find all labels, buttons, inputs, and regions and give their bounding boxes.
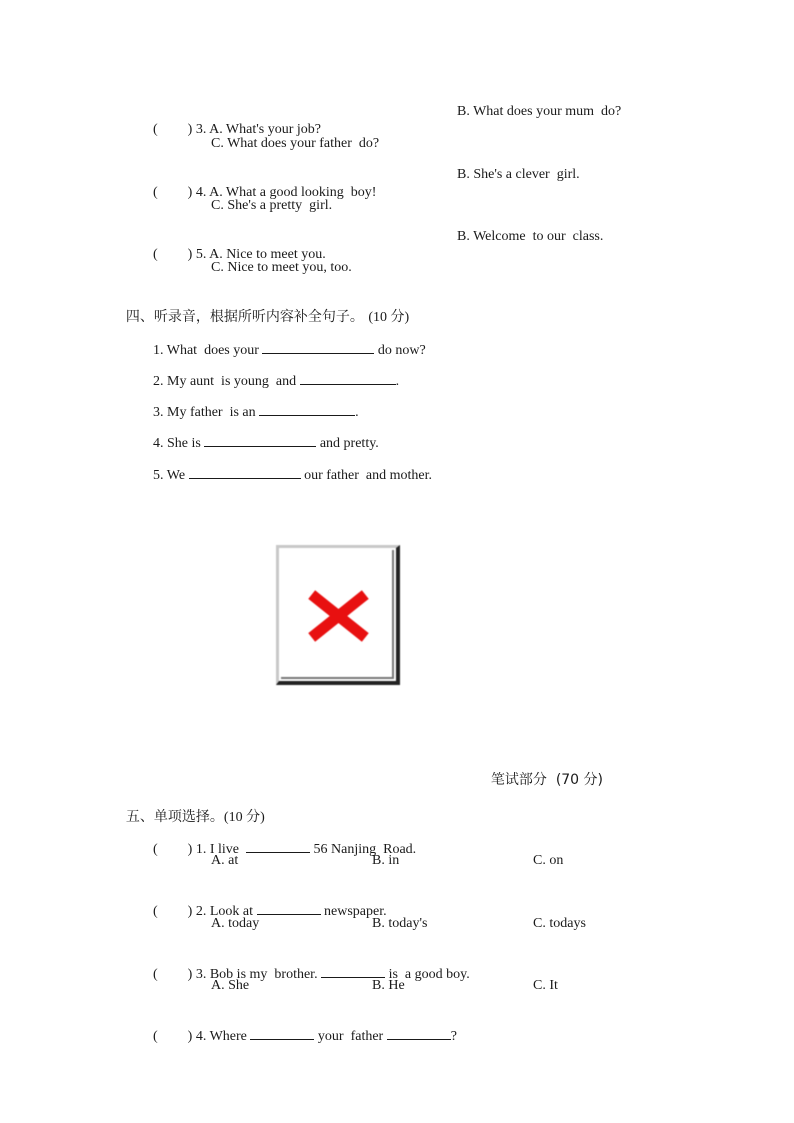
option-c: C. It: [533, 978, 558, 993]
option-a: A. She: [211, 978, 250, 993]
sentence-end: .: [355, 405, 359, 420]
fill-blank[interactable]: [189, 465, 301, 479]
answer-paren-open: (: [153, 967, 158, 982]
option-a: A. today: [211, 916, 260, 931]
option-c: C. on: [533, 853, 564, 868]
question-row: [146, 1008, 457, 1046]
option-c: C. Nice to meet you, too.: [211, 260, 352, 275]
question-text-end: newspaper.: [320, 904, 387, 919]
question-number: 5.: [195, 247, 207, 262]
question-text: 1. I live: [195, 842, 246, 857]
question-text-end: is a good boy.: [385, 967, 470, 982]
question-row: [146, 103, 321, 139]
answer-paren-close: ): [187, 842, 193, 857]
answer-paren-open: (: [153, 185, 158, 200]
question-text: 3. Bob is my brother.: [195, 967, 322, 982]
answer-paren-close: ): [187, 967, 193, 982]
answer-paren-close: ): [187, 122, 193, 137]
sentence-end: .: [395, 374, 400, 389]
fill-blank[interactable]: [387, 1026, 451, 1040]
question-text: 2. Look at: [195, 904, 257, 919]
sentence-end: our father and mother.: [300, 468, 432, 483]
sentence-start: 1. What does your: [153, 343, 263, 358]
sentence-start: 2. My aunt is young and: [153, 374, 300, 389]
sentence-start: 4. She is: [153, 436, 205, 451]
answer-paren-close: ): [187, 1029, 193, 1044]
question-row: [146, 883, 387, 921]
fill-blank[interactable]: [262, 340, 374, 354]
question-row: [146, 946, 470, 984]
section-title: 五、单项选择。: [125, 809, 224, 825]
answer-paren-open: (: [153, 122, 158, 137]
option-a: A. at: [211, 853, 239, 868]
option-b: B. He: [372, 978, 405, 993]
fill-sentence: [146, 447, 432, 485]
option-c: C. todays: [533, 916, 586, 931]
fill-blank[interactable]: [259, 402, 355, 416]
answer-paren-open: (: [153, 842, 158, 857]
red-x-icon: [279, 548, 397, 682]
sentence-end: and pretty.: [316, 436, 379, 451]
section-score: (10 分): [223, 810, 265, 825]
sentence-start: 5. We: [153, 468, 189, 483]
sentence-end: do now?: [374, 343, 426, 358]
part-heading: [482, 753, 603, 789]
question-number: 4.: [195, 185, 207, 200]
answer-paren-close: ): [187, 185, 193, 200]
answer-paren-open: (: [153, 1029, 158, 1044]
fill-blank[interactable]: [204, 433, 316, 447]
sentence-start: 3. My father is an: [153, 405, 260, 420]
fill-blank[interactable]: [321, 964, 385, 978]
option-a: A. Nice to meet you.: [209, 247, 326, 262]
fill-blank[interactable]: [300, 371, 396, 385]
answer-paren-close: ): [187, 247, 193, 262]
option-a: A. What a good looking boy!: [209, 185, 377, 200]
question-text: 4. Where: [195, 1029, 251, 1044]
section-score: (10 分): [368, 310, 410, 325]
part-title: 笔试部分: [490, 772, 547, 788]
answer-paren-close: ): [187, 904, 193, 919]
broken-image-placeholder: [276, 545, 400, 685]
section-title: 四、听录音，根据所听内容补全句子。: [125, 309, 364, 325]
question-number: 3.: [195, 122, 207, 137]
option-b: B. She's a clever girl.: [457, 167, 580, 182]
answer-paren-open: (: [153, 247, 158, 262]
option-b: B. today's: [372, 916, 428, 931]
option-c: C. What does your father do?: [211, 136, 380, 151]
fill-blank[interactable]: [246, 839, 310, 853]
question-text-end: 56 Nanjing Road.: [310, 842, 417, 857]
option-c: C. She's a pretty girl.: [211, 198, 333, 213]
fill-blank[interactable]: [250, 1026, 314, 1040]
answer-paren-open: (: [153, 904, 158, 919]
option-b: B. What does your mum do?: [457, 104, 622, 119]
part-score: (70 分): [555, 772, 604, 788]
option-b: B. in: [372, 853, 400, 868]
question-text-mid: your father: [314, 1029, 387, 1044]
fill-blank[interactable]: [257, 901, 321, 915]
question-text-end: ?: [450, 1029, 457, 1044]
option-b: B. Welcome to our class.: [457, 229, 604, 244]
option-a: A. What's your job?: [209, 122, 321, 137]
